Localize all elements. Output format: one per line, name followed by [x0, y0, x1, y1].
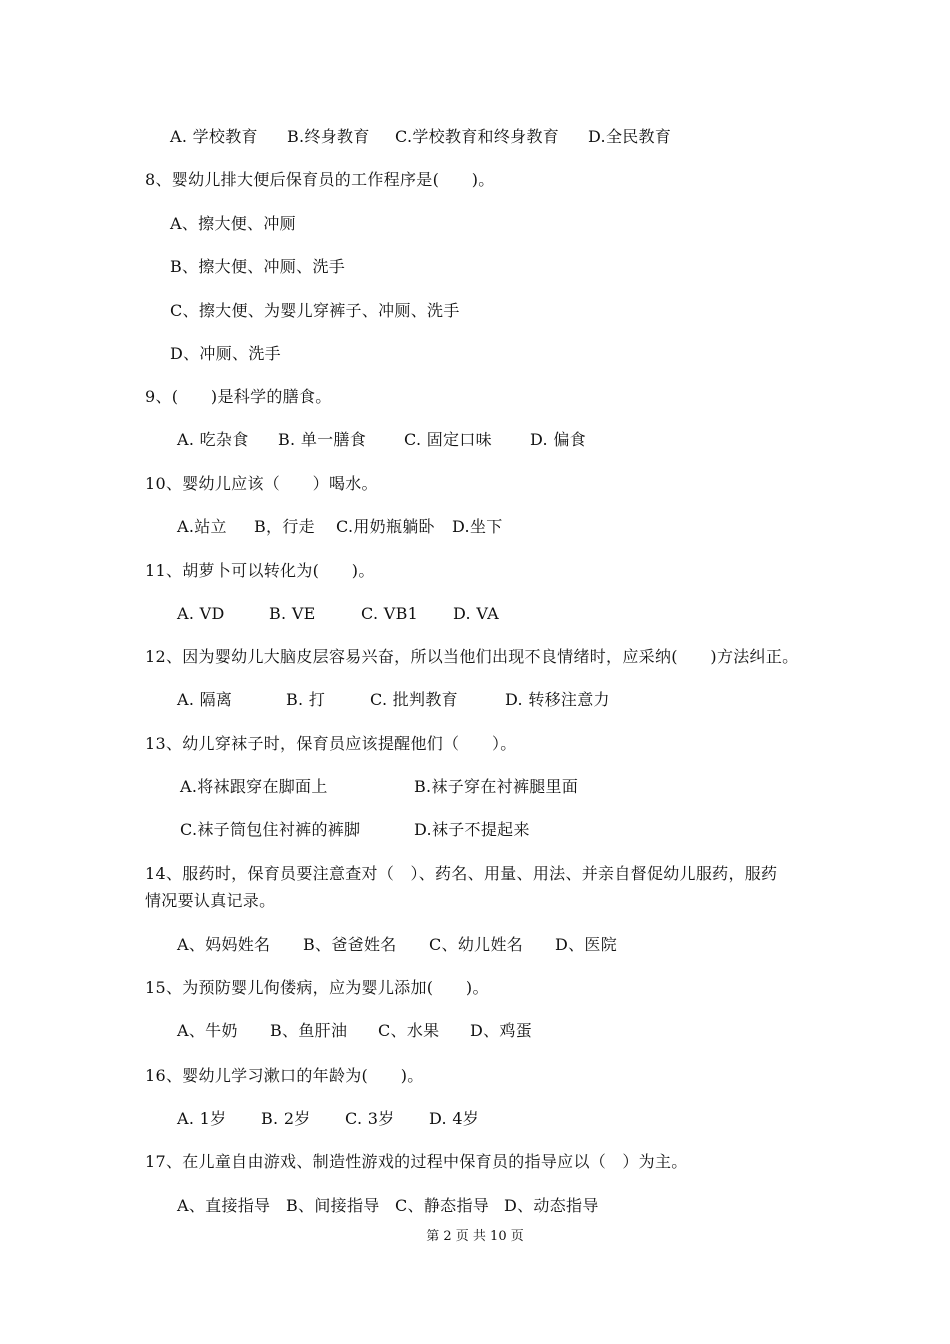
q15-stem: 15、为预防婴儿佝偻病，应为婴儿添加( )。: [145, 978, 489, 997]
q13-option-c: C.袜子筒包住衬裤的裤脚: [180, 820, 361, 839]
q11-stem: 11、胡萝卜可以转化为( )。: [145, 561, 375, 580]
q8-option-c: C、擦大便、为婴儿穿裤子、冲厕、洗手: [170, 301, 460, 320]
q11-option-a: A. VD: [177, 604, 225, 623]
q14-option-b: B、爸爸姓名: [303, 935, 397, 954]
page-number-footer: 第 2 页 共 10 页: [426, 1229, 524, 1244]
q13-stem: 13、幼儿穿袜子时，保育员应该提醒他们（ ）。: [145, 734, 517, 753]
q12-option-a: A. 隔离: [177, 690, 233, 709]
q10-option-c: C.用奶瓶躺卧: [336, 517, 435, 536]
q11-option-b: B. VE: [269, 604, 316, 623]
q10-option-d: D.坐下: [452, 517, 503, 536]
q15-option-b: B、鱼肝油: [270, 1021, 348, 1040]
q14-option-a: A、妈妈姓名: [177, 935, 271, 954]
q16-option-d: D. 4岁: [429, 1109, 480, 1128]
q14-stem-line-1: 14、服药时，保育员要注意查对（ ）、药名、用量、用法、并亲自督促幼儿服药，服药: [145, 864, 778, 883]
q8-option-d: D、冲厕、洗手: [170, 344, 281, 363]
q9-option-b: B. 单一膳食: [278, 430, 367, 449]
q11-option-c: C. VB1: [361, 604, 419, 623]
q10-option-b: B，行走: [254, 517, 315, 536]
q7-option-a: A. 学校教育: [170, 127, 258, 146]
q15-option-c: C、水果: [378, 1021, 440, 1040]
q13-option-b: B.袜子穿在衬裤腿里面: [414, 777, 579, 796]
q14-stem-line-2: 情况要认真记录。: [145, 891, 276, 910]
q17-stem: 17、在儿童自由游戏、制造性游戏的过程中保育员的指导应以（ ）为主。: [145, 1152, 688, 1171]
q9-option-c: C. 固定口味: [404, 430, 492, 449]
q17-option-d: D、动态指导: [504, 1196, 599, 1215]
q15-option-a: A、牛奶: [177, 1021, 238, 1040]
q12-option-d: D. 转移注意力: [505, 690, 610, 709]
q16-option-a: A. 1岁: [177, 1109, 227, 1128]
q16-stem: 16、婴幼儿学习漱口的年龄为( )。: [145, 1066, 424, 1085]
q16-option-c: C. 3岁: [345, 1109, 395, 1128]
q8-option-a: A、擦大便、冲厕: [170, 214, 296, 233]
q10-stem: 10、婴幼儿应该（ ）喝水。: [145, 474, 378, 493]
q7-option-d: D.全民教育: [588, 127, 672, 146]
q17-option-c: C、静态指导: [395, 1196, 490, 1215]
q7-option-b: B.终身教育: [287, 127, 370, 146]
q13-option-a: A.将袜跟穿在脚面上: [180, 777, 328, 796]
q17-option-b: B、间接指导: [286, 1196, 380, 1215]
q12-option-c: C. 批判教育: [370, 690, 458, 709]
q13-option-d: D.袜子不提起来: [414, 820, 530, 839]
q14-option-c: C、幼儿姓名: [429, 935, 524, 954]
q9-option-d: D. 偏食: [530, 430, 586, 449]
q10-option-a: A.站立: [177, 517, 227, 536]
q9-stem: 9、( )是科学的膳食。: [145, 387, 332, 406]
q12-option-b: B. 打: [286, 690, 326, 709]
q15-option-d: D、鸡蛋: [470, 1021, 533, 1040]
q16-option-b: B. 2岁: [261, 1109, 311, 1128]
q8-stem: 8、婴幼儿排大便后保育员的工作程序是( )。: [145, 170, 495, 189]
q7-option-c: C.学校教育和终身教育: [395, 127, 560, 146]
q17-option-a: A、直接指导: [177, 1196, 271, 1215]
q11-option-d: D. VA: [453, 604, 499, 623]
q14-option-d: D、医院: [555, 935, 618, 954]
q12-stem: 12、因为婴幼儿大脑皮层容易兴奋，所以当他们出现不良情绪时，应采纳( )方法纠正。: [145, 647, 799, 666]
q8-option-b: B、擦大便、冲厕、洗手: [170, 257, 346, 276]
q9-option-a: A. 吃杂食: [177, 430, 249, 449]
